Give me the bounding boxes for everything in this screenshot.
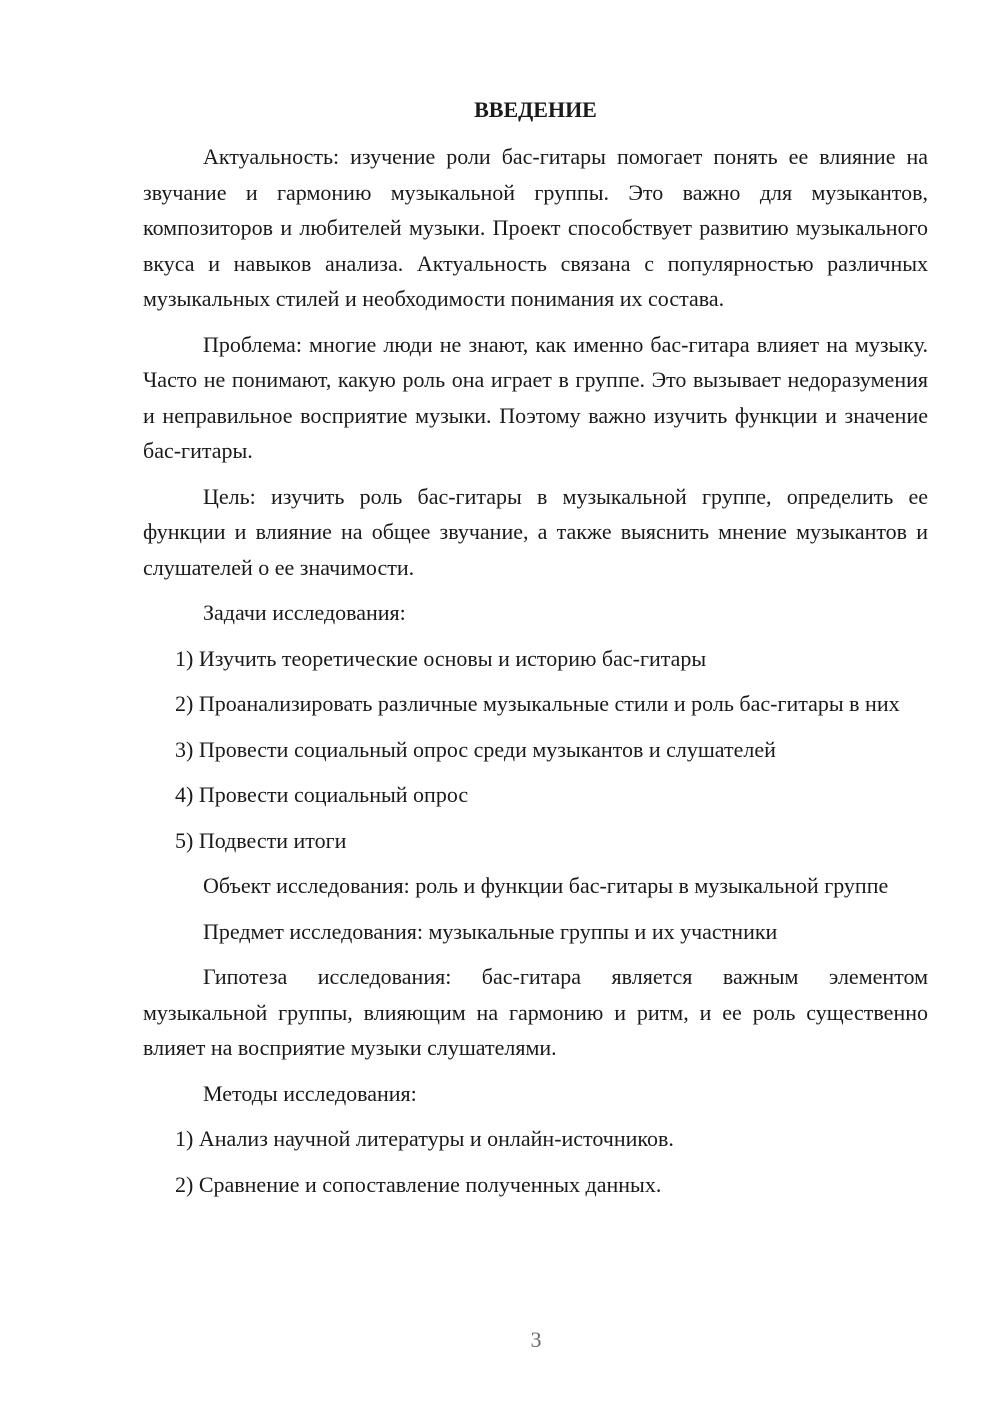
page-number: 3 [530,1327,542,1352]
page-content [143,92,928,1212]
section-title: ВВЕДЕНИЕ [474,97,597,122]
goal-paragraph: Цель: изучить роль бас-гитары в музыкальной группе, определить ее функции и влияние на общее звучание, а также выяснить мнение музыкантов и слушателей о ее значимости. [143,483,928,580]
relevance-paragraph: Актуальность: изучение роли бас-гитары помогает понять ее влияние на звучание и гармонию музыкальной группы. Это важно для музыкантов, композиторов и любителей музыки. Проект способствует развитию музыкального вкуса и навыков анализа. Актуальность связана с популярностью различных музыкальных стилей и необходимости понимания их состава. [143,144,928,311]
task-item-5: 5) Подвести итоги [175,827,347,853]
method-item-2: 2) Сравнение и сопоставление полученных данных. [175,1171,662,1197]
task-item-4: 4) Провести социальный опрос [175,782,469,807]
subject-paragraph: Предмет исследования: музыкальные группы и их участники [203,918,778,944]
task-item-1: 1) Изучить теоретические основы и историю бас-гитары [175,645,707,671]
methods-heading: Методы исследования: [203,1080,417,1106]
hypothesis-paragraph: Гипотеза исследования: бас-гитара является важным элементом музыкальной группы, влияющим на гармонию и ритм, и ее роль существенно влияет на восприятие музыки слушателями. [143,964,928,1060]
task-item-3: 3) Провести социальный опрос среди музыкантов и слушателей [175,736,776,762]
method-item-1: 1) Анализ научной литературы и онлайн-источников. [175,1126,674,1151]
tasks-heading: Задачи исследования: [203,600,406,625]
problem-paragraph: Проблема: многие люди не знают, как именно бас-гитара влияет на музыку. Часто не понимают, какую роль она играет в группе. Это вызывает недоразумения и неправильное восприятие музыки. Поэтому важно изучить функции и значение бас-гитары. [143,331,928,463]
task-item-2: 2) Проанализировать различные музыкальные стили и роль бас-гитары в них [175,691,900,716]
object-paragraph: Объект исследования: роль и функции бас-гитары в музыкальной группе [203,873,889,898]
